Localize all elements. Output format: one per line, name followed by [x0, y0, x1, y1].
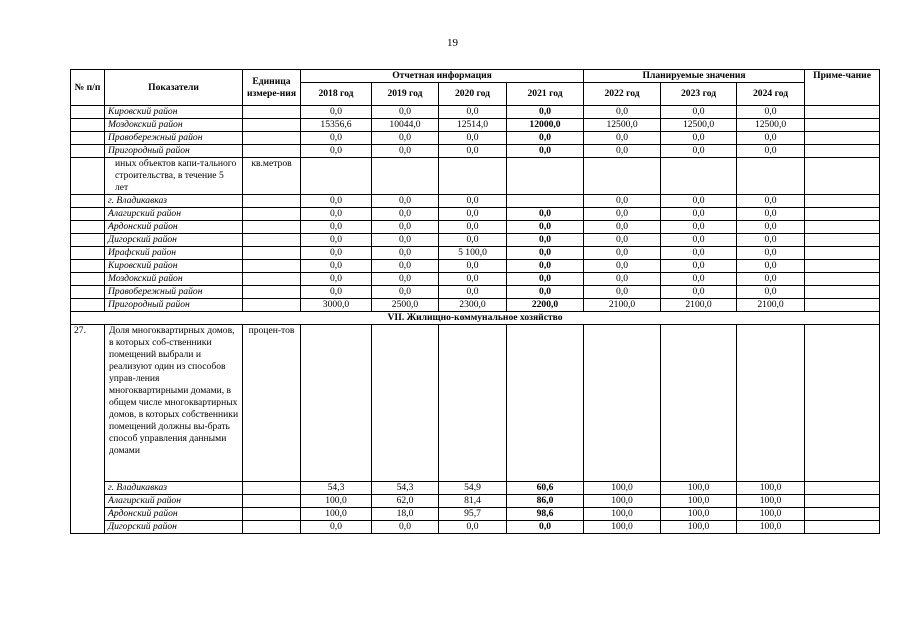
value-cell: 0,0	[372, 195, 439, 208]
value-cell: 0,0	[372, 221, 439, 234]
district-name: Кировский район	[105, 260, 243, 273]
table-row	[71, 208, 880, 221]
value-cell: 0,0	[661, 195, 737, 208]
value-cell: 0,0	[301, 221, 372, 234]
unit-cell	[243, 482, 301, 495]
value-cell: 100,0	[301, 495, 372, 508]
district-name: Пригородный район	[105, 299, 243, 312]
header-indicators: Показатели	[105, 70, 243, 106]
unit-cell	[243, 234, 301, 247]
district-name: Кировский район	[105, 106, 243, 119]
table-row	[71, 508, 880, 521]
district-name: Моздокский район	[105, 119, 243, 132]
value-cell: 0,0	[439, 521, 507, 534]
value-cell: 0,0	[439, 132, 507, 145]
unit-cell	[243, 286, 301, 299]
header-year: 2020 год	[439, 83, 507, 106]
note-cell	[805, 119, 880, 132]
header-year: 2022 год	[584, 83, 661, 106]
unit-cell	[243, 247, 301, 260]
value-cell: 100,0	[584, 508, 661, 521]
value-cell: 0,0	[584, 273, 661, 286]
value-cell	[301, 158, 372, 195]
table-row	[71, 158, 880, 195]
value-cell: 2200,0	[507, 299, 584, 312]
row-number	[71, 145, 105, 158]
note-cell	[805, 325, 880, 482]
value-cell: 5 100,0	[439, 247, 507, 260]
value-cell: 86,0	[507, 495, 584, 508]
value-cell: 0,0	[301, 106, 372, 119]
table-row	[71, 247, 880, 260]
row-number	[71, 221, 105, 234]
value-cell	[584, 325, 661, 482]
value-cell: 0,0	[372, 145, 439, 158]
value-cell: 0,0	[737, 132, 805, 145]
row-number	[71, 234, 105, 247]
value-cell: 0,0	[439, 273, 507, 286]
unit-cell	[243, 195, 301, 208]
value-cell: 0,0	[372, 208, 439, 221]
note-cell	[805, 521, 880, 534]
value-cell	[661, 325, 737, 482]
value-cell: 0,0	[661, 221, 737, 234]
value-cell: 98,6	[507, 508, 584, 521]
district-name: Правобережный район	[105, 132, 243, 145]
value-cell: 0,0	[439, 145, 507, 158]
value-cell: 100,0	[584, 482, 661, 495]
value-cell	[507, 325, 584, 482]
unit-cell	[243, 132, 301, 145]
value-cell: 0,0	[301, 234, 372, 247]
header-year: 2021 год	[507, 83, 584, 106]
value-cell	[584, 158, 661, 195]
value-cell: 0,0	[661, 286, 737, 299]
value-cell: 2100,0	[584, 299, 661, 312]
district-name: Ардонский район	[105, 508, 243, 521]
table-row	[71, 286, 880, 299]
table-row	[71, 221, 880, 234]
note-cell	[805, 106, 880, 119]
row-number	[71, 119, 105, 132]
value-cell: 0,0	[301, 132, 372, 145]
table-row	[71, 299, 880, 312]
value-cell: 0,0	[737, 106, 805, 119]
value-cell: 0,0	[507, 208, 584, 221]
value-cell: 0,0	[584, 106, 661, 119]
value-cell: 0,0	[301, 145, 372, 158]
row-number	[71, 260, 105, 273]
district-name: Моздокский район	[105, 273, 243, 286]
value-cell: 100,0	[737, 521, 805, 534]
value-cell	[372, 158, 439, 195]
district-name: Пригородный район	[105, 145, 243, 158]
value-cell: 2100,0	[661, 299, 737, 312]
header-num: № п/п	[71, 70, 105, 106]
value-cell: 0,0	[584, 195, 661, 208]
value-cell: 100,0	[737, 508, 805, 521]
value-cell: 0,0	[439, 221, 507, 234]
note-cell	[805, 221, 880, 234]
value-cell: 0,0	[584, 208, 661, 221]
table-row	[71, 145, 880, 158]
district-name: Алагирский район	[105, 495, 243, 508]
district-name: г. Владикавказ	[105, 482, 243, 495]
value-cell: 100,0	[661, 521, 737, 534]
district-name: Ирафский район	[105, 247, 243, 260]
value-cell: 0,0	[439, 260, 507, 273]
value-cell	[372, 325, 439, 482]
value-cell: 100,0	[301, 508, 372, 521]
value-cell: 0,0	[661, 106, 737, 119]
district-name: г. Владикавказ	[105, 195, 243, 208]
value-cell: 0,0	[737, 221, 805, 234]
value-cell: 2500,0	[372, 299, 439, 312]
value-cell	[439, 325, 507, 482]
note-cell	[805, 195, 880, 208]
value-cell	[661, 158, 737, 195]
value-cell: 54,3	[301, 482, 372, 495]
note-cell	[805, 482, 880, 495]
value-cell: 0,0	[372, 286, 439, 299]
value-cell: 0,0	[584, 221, 661, 234]
value-cell: 0,0	[584, 247, 661, 260]
note-cell	[805, 132, 880, 145]
indicators-table	[70, 69, 880, 534]
value-cell: 0,0	[372, 234, 439, 247]
district-name: Правобережный район	[105, 286, 243, 299]
table-row	[71, 312, 880, 325]
value-cell	[439, 158, 507, 195]
value-cell: 0,0	[507, 145, 584, 158]
unit-cell	[243, 106, 301, 119]
row-number	[71, 299, 105, 312]
value-cell: 0,0	[737, 260, 805, 273]
value-cell: 100,0	[737, 482, 805, 495]
value-cell: 0,0	[439, 195, 507, 208]
district-name: Ардонский район	[105, 221, 243, 234]
note-cell	[805, 208, 880, 221]
value-cell: 0,0	[372, 273, 439, 286]
value-cell: 100,0	[737, 495, 805, 508]
value-cell: 2100,0	[737, 299, 805, 312]
value-cell: 0,0	[507, 132, 584, 145]
value-cell: 0,0	[301, 260, 372, 273]
row-number	[71, 286, 105, 299]
value-cell: 0,0	[661, 273, 737, 286]
row-number	[71, 208, 105, 221]
value-cell: 0,0	[661, 208, 737, 221]
value-cell: 0,0	[737, 247, 805, 260]
unit-cell	[243, 119, 301, 132]
value-cell: 0,0	[584, 145, 661, 158]
value-cell: 0,0	[301, 208, 372, 221]
table-row	[71, 521, 880, 534]
table-row	[71, 106, 880, 119]
value-cell: 0,0	[372, 521, 439, 534]
value-cell: 0,0	[301, 195, 372, 208]
value-cell: 0,0	[439, 286, 507, 299]
table-row	[71, 234, 880, 247]
unit-cell	[243, 260, 301, 273]
value-cell: 62,0	[372, 495, 439, 508]
value-cell: 0,0	[737, 208, 805, 221]
value-cell: 0,0	[507, 260, 584, 273]
value-cell: 0,0	[507, 234, 584, 247]
row-number	[71, 195, 105, 208]
indicator-title: Доля многоквартирных домов, в которых соб-ственники помещений выбрали и реализуют один из способов управ-ления многоквартирными домами, в общем числе многоквартирных домов, в которых собственники помещений должны вы-брать способ управления данными домами	[105, 325, 243, 482]
value-cell: 54,9	[439, 482, 507, 495]
unit-cell	[243, 208, 301, 221]
value-cell: 60,6	[507, 482, 584, 495]
indicator-title: иных объектов капи-тального строительства, в течение 5 лет	[105, 158, 243, 195]
note-cell	[805, 286, 880, 299]
value-cell: 0,0	[661, 247, 737, 260]
value-cell: 54,3	[372, 482, 439, 495]
table-row	[71, 195, 880, 208]
value-cell: 81,4	[439, 495, 507, 508]
value-cell: 0,0	[439, 106, 507, 119]
unit-cell	[243, 508, 301, 521]
value-cell: 100,0	[661, 482, 737, 495]
value-cell: 0,0	[661, 132, 737, 145]
note-cell	[805, 273, 880, 286]
unit-cell	[243, 521, 301, 534]
header-year: 2018 год	[301, 83, 372, 106]
value-cell: 0,0	[737, 234, 805, 247]
district-name: Дигорский район	[105, 234, 243, 247]
value-cell: 0,0	[737, 273, 805, 286]
row-number	[71, 132, 105, 145]
value-cell: 0,0	[439, 208, 507, 221]
value-cell: 12500,0	[737, 119, 805, 132]
value-cell: 100,0	[584, 521, 661, 534]
note-cell	[805, 299, 880, 312]
table-row	[71, 119, 880, 132]
header-note: Приме-чание	[805, 70, 880, 106]
value-cell	[507, 195, 584, 208]
value-cell: 18,0	[372, 508, 439, 521]
value-cell	[507, 158, 584, 195]
value-cell: 0,0	[737, 195, 805, 208]
value-cell: 0,0	[301, 273, 372, 286]
value-cell: 3000,0	[301, 299, 372, 312]
value-cell: 100,0	[584, 495, 661, 508]
row-number	[71, 106, 105, 119]
header-year: 2024 год	[737, 83, 805, 106]
unit-cell	[243, 221, 301, 234]
page-number: 19	[447, 37, 458, 49]
value-cell	[737, 158, 805, 195]
row-number: 27.	[71, 325, 105, 534]
table-row	[71, 132, 880, 145]
value-cell: 95,7	[439, 508, 507, 521]
note-cell	[805, 247, 880, 260]
section-title: VII. Жилищно-коммунальное хозяйство	[71, 312, 880, 325]
value-cell: 0,0	[372, 260, 439, 273]
value-cell: 0,0	[507, 286, 584, 299]
header-year: 2023 год	[661, 83, 737, 106]
header-reported: Отчетная информация	[301, 70, 584, 83]
value-cell: 0,0	[661, 260, 737, 273]
table-row	[71, 260, 880, 273]
header-planned: Планируемые значения	[584, 70, 805, 83]
value-cell: 0,0	[584, 286, 661, 299]
value-cell: 12500,0	[584, 119, 661, 132]
value-cell: 10044,0	[372, 119, 439, 132]
unit-cell: процен-тов	[243, 325, 301, 482]
value-cell: 0,0	[507, 247, 584, 260]
header-year: 2019 год	[372, 83, 439, 106]
value-cell: 0,0	[584, 234, 661, 247]
row-number	[71, 273, 105, 286]
value-cell: 2300,0	[439, 299, 507, 312]
value-cell: 12500,0	[661, 119, 737, 132]
value-cell: 0,0	[372, 132, 439, 145]
value-cell: 0,0	[372, 247, 439, 260]
value-cell: 0,0	[737, 145, 805, 158]
note-cell	[805, 508, 880, 521]
value-cell: 0,0	[507, 106, 584, 119]
value-cell: 15356,6	[301, 119, 372, 132]
note-cell	[805, 145, 880, 158]
value-cell: 0,0	[584, 132, 661, 145]
value-cell: 0,0	[301, 247, 372, 260]
value-cell: 0,0	[507, 273, 584, 286]
value-cell: 0,0	[584, 260, 661, 273]
table-row	[71, 325, 880, 482]
row-number	[71, 247, 105, 260]
value-cell: 0,0	[439, 234, 507, 247]
value-cell: 12514,0	[439, 119, 507, 132]
note-cell	[805, 260, 880, 273]
value-cell	[301, 325, 372, 482]
value-cell: 0,0	[507, 521, 584, 534]
value-cell: 0,0	[301, 521, 372, 534]
unit-cell: кв.метров	[243, 158, 301, 195]
header-unit: Единица измере-ния	[243, 70, 301, 106]
value-cell	[737, 325, 805, 482]
value-cell: 100,0	[661, 508, 737, 521]
value-cell: 0,0	[661, 145, 737, 158]
note-cell	[805, 234, 880, 247]
value-cell: 0,0	[301, 286, 372, 299]
value-cell: 0,0	[661, 234, 737, 247]
table-row	[71, 273, 880, 286]
unit-cell	[243, 495, 301, 508]
value-cell: 12000,0	[507, 119, 584, 132]
note-cell	[805, 158, 880, 195]
value-cell: 0,0	[737, 286, 805, 299]
value-cell: 0,0	[372, 106, 439, 119]
unit-cell	[243, 145, 301, 158]
row-number	[71, 158, 105, 195]
unit-cell	[243, 273, 301, 286]
note-cell	[805, 495, 880, 508]
table-row	[71, 495, 880, 508]
unit-cell	[243, 299, 301, 312]
district-name: Алагирский район	[105, 208, 243, 221]
district-name: Дигорский район	[105, 521, 243, 534]
value-cell: 100,0	[661, 495, 737, 508]
value-cell: 0,0	[507, 221, 584, 234]
table-row	[71, 482, 880, 495]
